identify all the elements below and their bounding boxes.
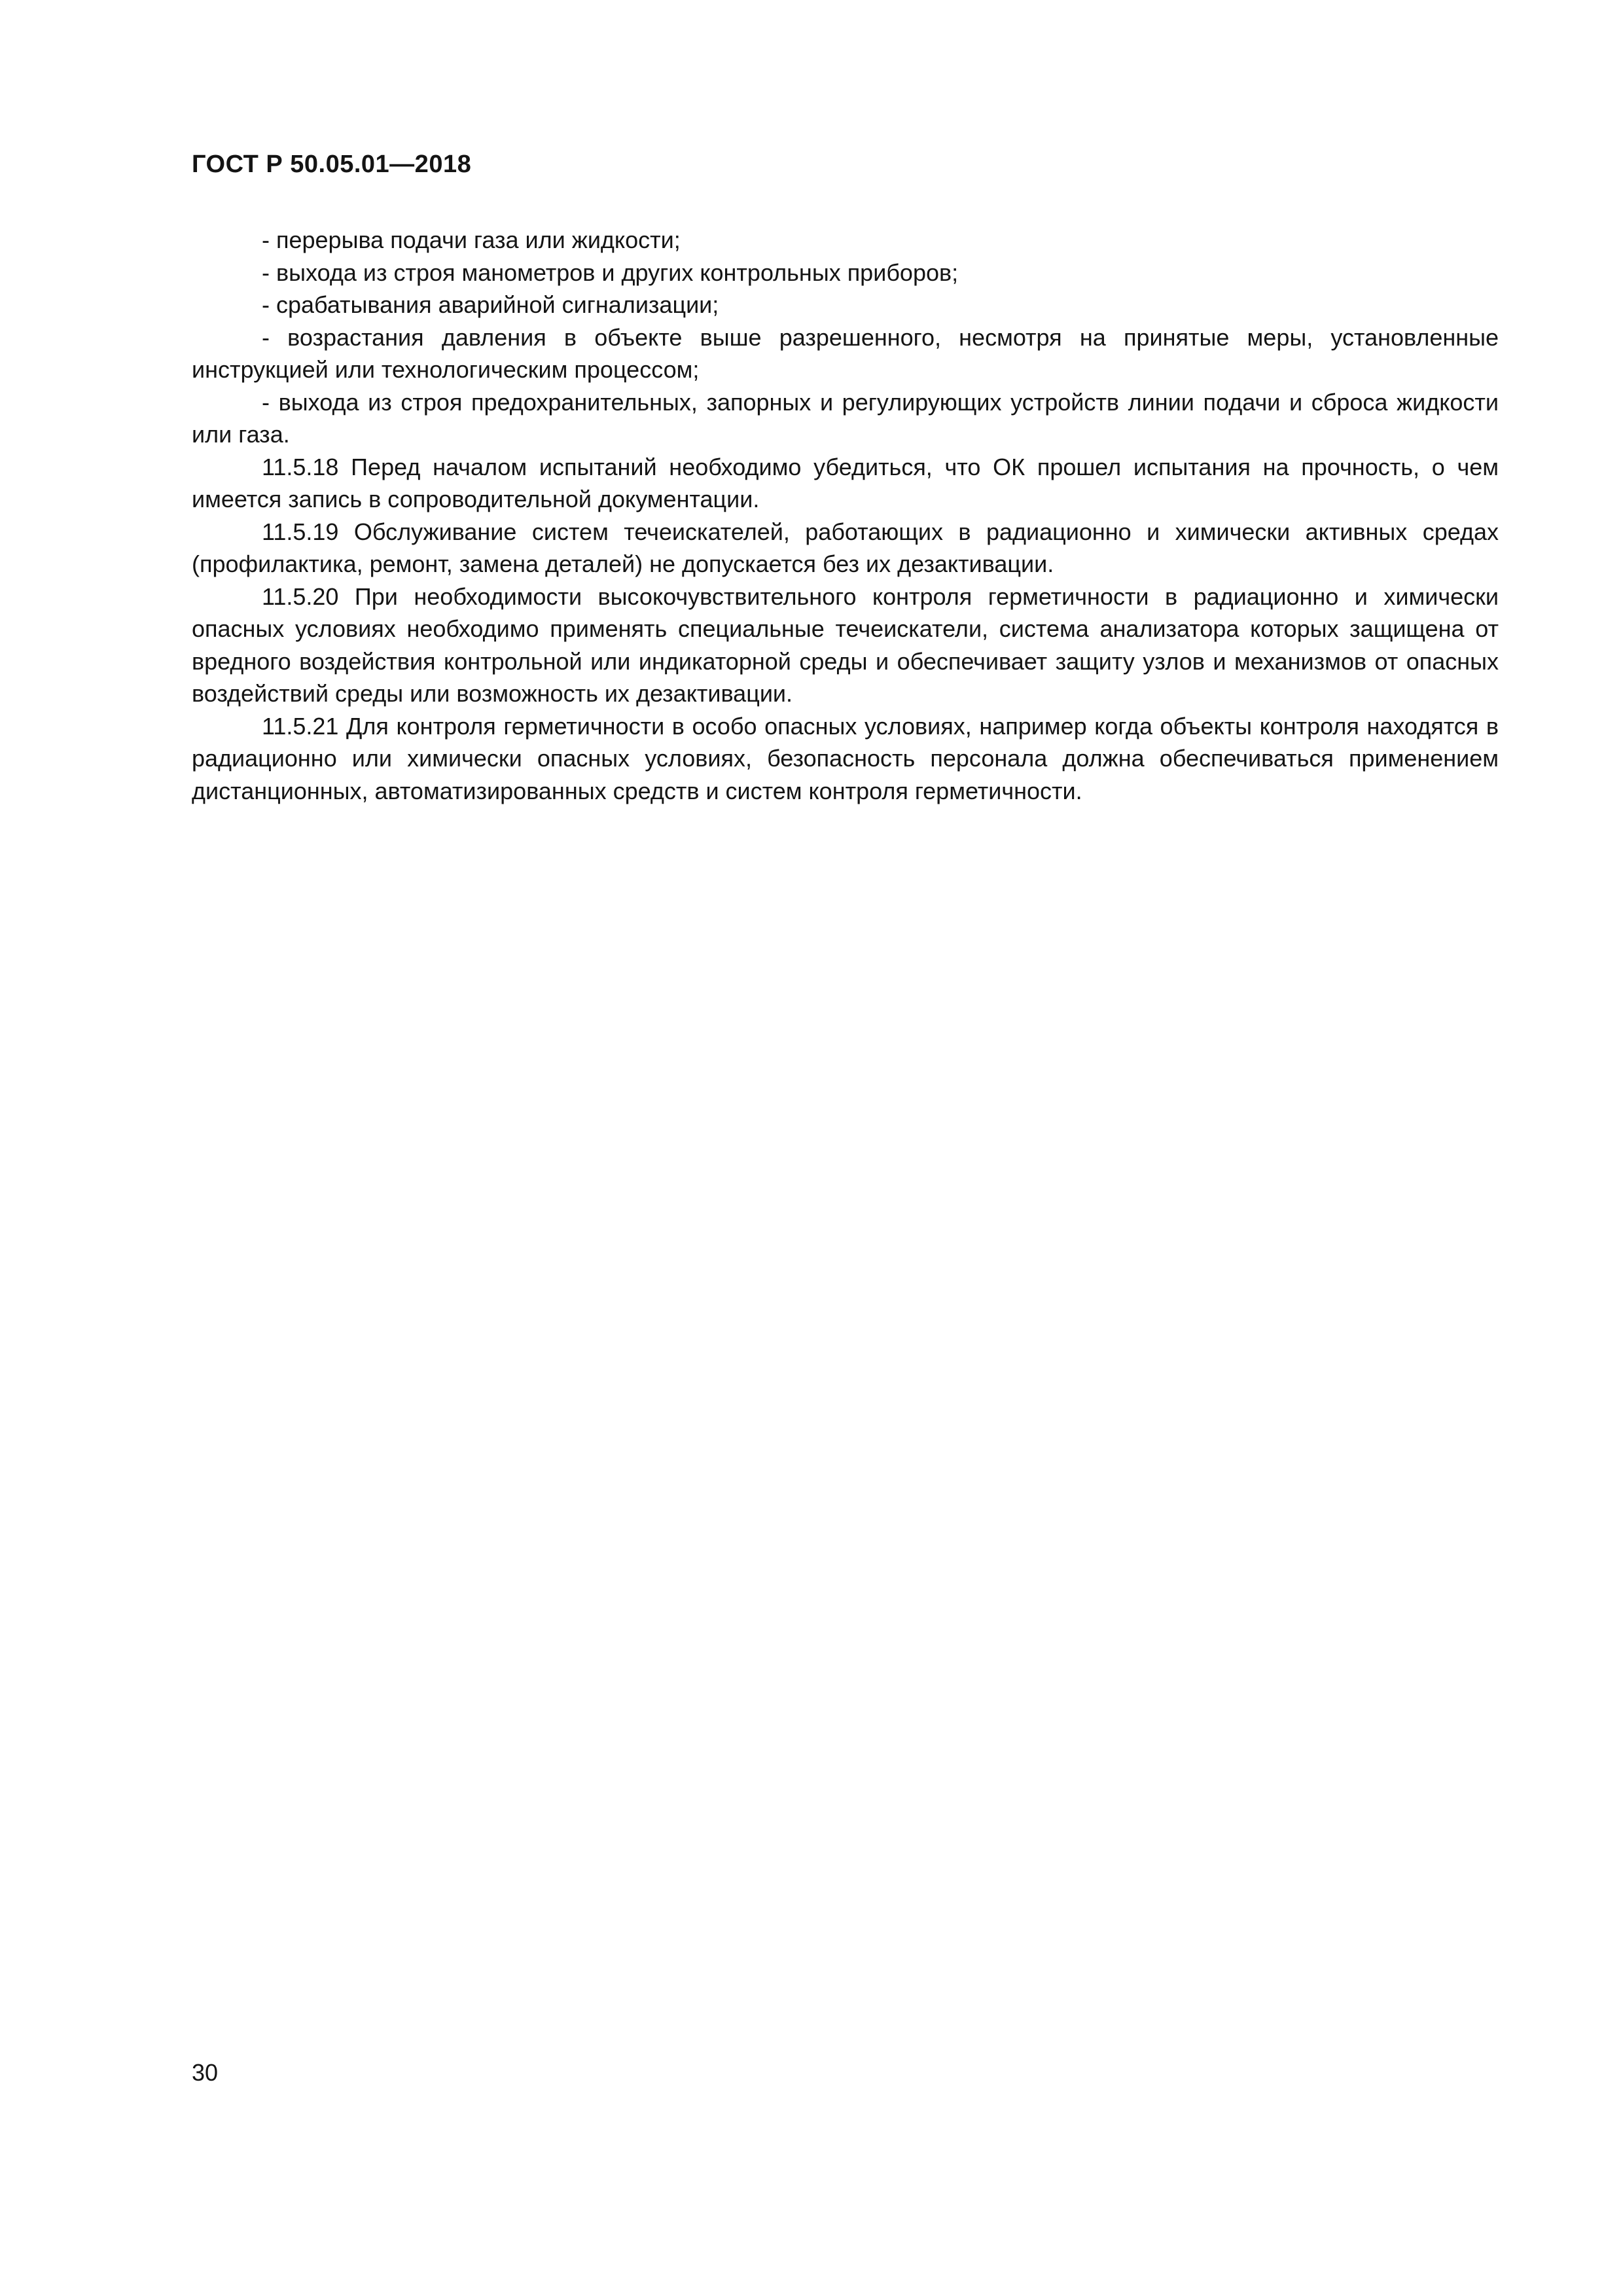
clause-11-5-19: 11.5.19 Обслуживание систем течеискателей, работающих в радиационно и химически активных средах (профилактика, ремонт, замена деталей) не допускается без их дезактивации. [192,518,1499,577]
list-item-gas-supply-interruption: - перерыва подачи газа или жидкости; [262,226,681,253]
clause-11-5-21: 11.5.21 Для контроля герметичности в особо опасных условиях, например когда объекты контроля находятся в радиационно или химически опасных условиях, безопасность персонала должна обеспечиваться применением дистанционных, автоматизированных средств и систем контроля герметичности. [192,712,1499,804]
list-item-pressure-increase: - возрастания давления в объекте выше разрешенного, несмотря на принятые меры, установленные инструкцией или технологическим процессом; [192,323,1499,383]
list-item-alarm-trigger: - срабатывания аварийной сигнализации; [262,291,719,318]
document-body [192,224,1499,807]
list-item-safety-device-failure: - выхода из строя предохранительных, запорных и регулирующих устройств линии подачи и сброса жидкости или газа. [192,388,1499,448]
list-item-gauge-failure: - выхода из строя манометров и других контрольных приборов; [262,259,959,286]
clause-11-5-18: 11.5.18 Перед началом испытаний необходимо убедиться, что ОК прошел испытания на прочность, о чем имеется запись в сопроводительной документации. [192,453,1499,512]
document-code-header: ГОСТ Р 50.05.01—2018 [192,151,472,178]
page-number: 30 [192,2059,219,2086]
clause-11-5-20: 11.5.20 При необходимости высокочувствительного контроля герметичности в радиационно и химически опасных условиях необходимо применять специальные течеискатели, система анализатора которых защищена от вредного воздействия контрольной или индикаторной среды и обеспечивает защиту узлов и механизмов от опасных воздействий среды или возможность их дезактивации. [192,583,1499,707]
